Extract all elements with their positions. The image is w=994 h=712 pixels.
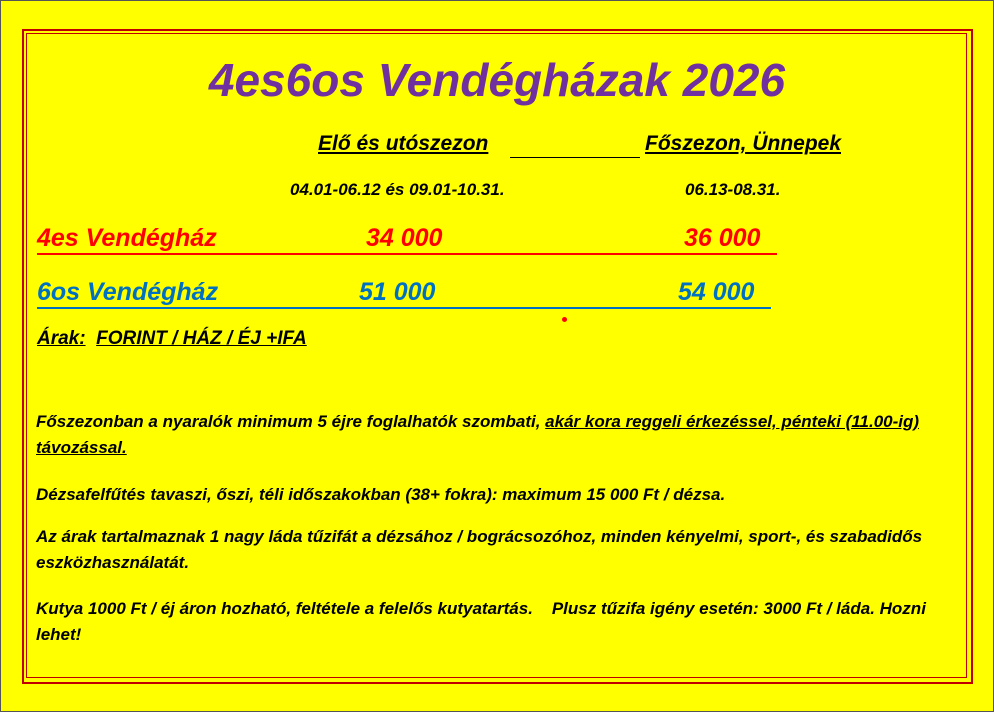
price-4es-pre-post: 34 000 bbox=[366, 224, 443, 252]
house-name-4es: 4es Vendégház bbox=[37, 224, 217, 252]
price-unit-line bbox=[37, 328, 307, 350]
house-name-6os: 6os Vendégház bbox=[37, 278, 219, 306]
row-underline-4es bbox=[37, 253, 777, 255]
note-main-season-plain: Főszezonban a nyaralók minimum 5 éjre foglalhatók szombati, bbox=[36, 412, 546, 431]
note-hot-tub: Dézsafelfűtés tavaszi, őszi, téli időszakokban (38+ fokra): maximum 15 000 Ft / dézsa. bbox=[36, 485, 726, 504]
season-header-pre-post: Elő és utószezon bbox=[318, 132, 489, 155]
price-4es-main: 36 000 bbox=[684, 224, 761, 252]
price-unit-prefix: Árak: bbox=[37, 328, 86, 349]
note-main-season bbox=[36, 409, 956, 461]
red-dot bbox=[562, 317, 567, 322]
season-header-main: Főszezon, Ünnepek bbox=[645, 132, 842, 155]
price-6os-main: 54 000 bbox=[678, 278, 755, 306]
season-header-underline bbox=[510, 157, 640, 158]
season-dates-pre-post: 04.01-06.12 és 09.01-10.31. bbox=[290, 180, 505, 199]
note-included: Az árak tartalmaznak 1 nagy láda tűzifát a dézsához / bográcsozóhoz, minden kényelmi, sport-, és szabadidős eszközhasználatát. bbox=[36, 527, 923, 572]
price-unit: FORINT / HÁZ / ÉJ +IFA bbox=[96, 328, 307, 349]
inner-frame bbox=[26, 33, 967, 678]
row-underline-6os bbox=[37, 307, 771, 309]
note-main-season-underlined: akár kora reggeli érkezéssel, pénteki (11.00-ig) távozással. bbox=[36, 412, 920, 457]
page-title: 4es6os Vendégházak 2026 bbox=[208, 54, 786, 106]
note-dog: Kutya 1000 Ft / éj áron hozható, feltétele a felelős kutyatartás. Plusz tűzifa igény esetén: 3000 Ft / láda. Hozni lehet! bbox=[36, 599, 931, 644]
season-dates-main: 06.13-08.31. bbox=[685, 180, 781, 199]
price-6os-pre-post: 51 000 bbox=[359, 278, 436, 306]
